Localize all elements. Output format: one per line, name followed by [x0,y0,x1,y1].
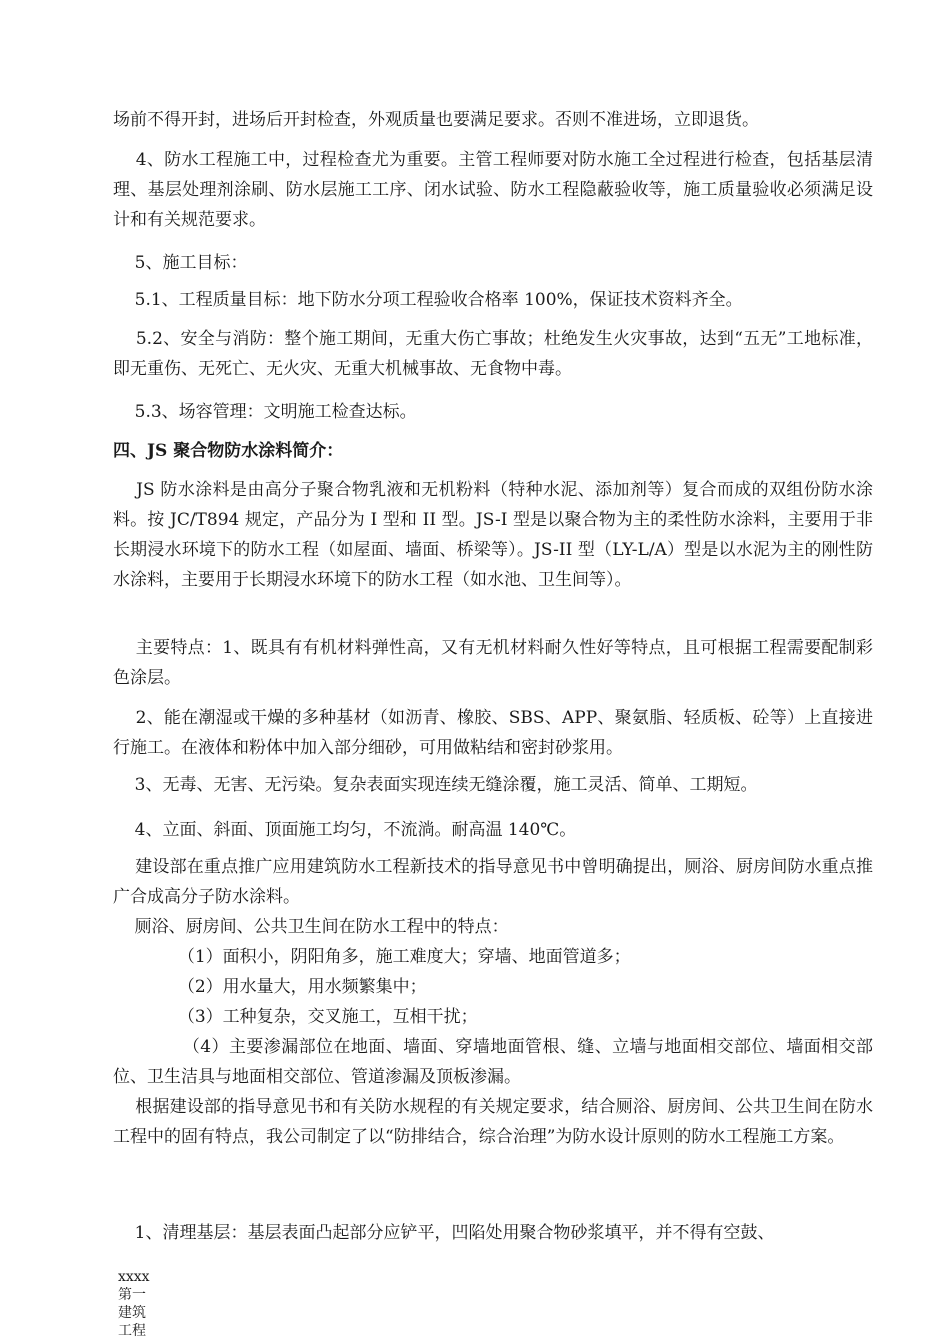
list-item: （4）主要渗漏部位在地面、墙面、穿墙地面管根、缝、立墙与地面相交部位、墙面相交部位、卫生洁具与地面相交部位、管道渗漏及顶板渗漏。 [113,1037,873,1087]
paragraph: 5.1、工程质量目标：地下防水分项工程验收合格率 100%，保证技术资料齐全。 [113,290,743,310]
footer-text: 工程 [118,1323,146,1339]
footer-text: xxxx [118,1269,150,1285]
paragraph: 3、无毒、无害、无污染。复杂表面实现连续无缝涂覆，施工灵活、简单、工期短。 [113,775,758,795]
paragraph: 根据建设部的指导意见书和有关防水规程的有关规定要求，结合厕浴、厨房间、公共卫生间在防水工程中的固有特点，我公司制定了以“防排结合，综合治理”为防水设计原则的防水工程施工方案。 [113,1097,873,1147]
list-item: （3）工种复杂，交叉施工，互相干扰； [113,1007,478,1027]
footer-text: 建筑 [118,1305,146,1321]
list-item: （2）用水量大，用水频繁集中； [113,977,427,997]
paragraph: JS 防水涂料是由高分子聚合物乳液和无机粉料（特种水泥、添加剂等）复合而成的双组份防水涂料。按 JC/T894 规定，产品分为 I 型和 II 型。JS-I 型是以聚合物为主的柔性防水涂料，主要用于非长期浸水环境下的防水工程（如屋面、墙面、桥梁等）。JS-II 型（LY-L/A）型是以水泥为主的刚性防水涂料，主要用于长期浸水环境下的防水工程（如水池、卫生间等）。 [113,480,873,590]
footer-text: 第一 [118,1287,146,1303]
section-heading: 四、JS 聚合物防水涂料简介： [113,441,344,461]
paragraph: 1、清理基层：基层表面凸起部分应铲平，凹陷处用聚合物砂浆填平，并不得有空鼓、 [113,1223,775,1243]
paragraph: 4、防水工程施工中，过程检查尤为重要。主管工程师要对防水施工全过程进行检查，包括基层清理、基层处理剂涂刷、防水层施工工序、闭水试验、防水工程隐蔽验收等，施工质量验收必须满足设计和有关规范要求。 [113,150,873,230]
paragraph: 5.3、场容管理：文明施工检查达标。 [113,402,417,422]
paragraph: 厕浴、厨房间、公共卫生间在防水工程中的特点： [113,917,509,937]
paragraph: 4、立面、斜面、顶面施工均匀，不流淌。耐高温 140℃。 [113,820,577,840]
paragraph: 场前不得开封，进场后开封检查，外观质量也要满足要求。否则不准进场，立即退货。 [113,110,759,130]
list-item: （1）面积小，阴阳角多，施工难度大；穿墙、地面管道多； [113,947,631,967]
paragraph: 主要特点：1、既具有有机材料弹性高，又有无机材料耐久性好等特点，且可根据工程需要配制彩色涂层。 [113,638,873,688]
paragraph: 建设部在重点推广应用建筑防水工程新技术的指导意见书中曾明确提出，厕浴、厨房间防水重点推广合成高分子防水涂料。 [113,857,873,907]
paragraph: 5、施工目标： [113,253,248,273]
paragraph: 5.2、安全与消防：整个施工期间，无重大伤亡事故；杜绝发生火灾事故，达到“五无”工地标准，即无重伤、无死亡、无火灾、无重大机械事故、无食物中毒。 [113,329,873,379]
paragraph: 2、能在潮湿或干燥的多种基材（如沥青、橡胶、SBS、APP、聚氨脂、轻质板、砼等）上直接进行施工。在液体和粉体中加入部分细砂，可用做粘结和密封砂浆用。 [113,708,873,758]
